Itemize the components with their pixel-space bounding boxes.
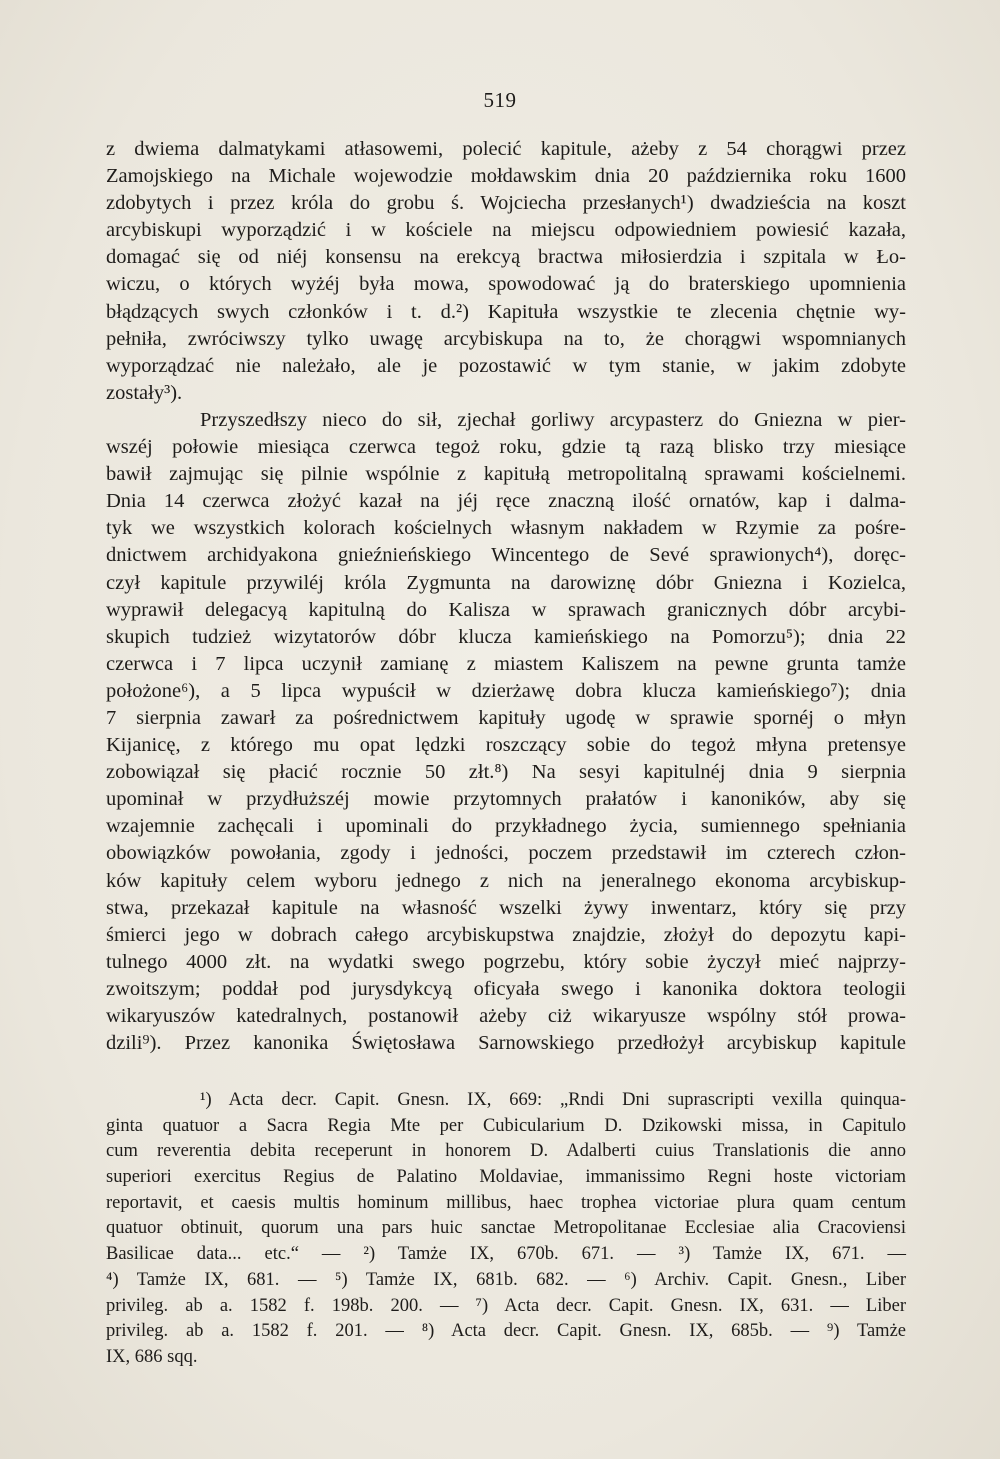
text-line: wszéj połowie miesiąca czerwca tegoż roku, gdzie tą razą blisko trzy miesiące xyxy=(106,436,906,459)
text-line: zwoitszym; poddał pod jurysdykcyą oficyała swego i kanonika doktora teologii xyxy=(106,977,906,1000)
footnote-line: IX, 686 sqq. xyxy=(106,1346,198,1367)
text-line: czerwca i 7 lipca uczynił zamianę z miastem Kaliszem na pewne grunta tamże xyxy=(106,652,906,675)
text-line: ków kapituły celem wyboru jednego z nich na jeneralnego ekonoma arcybiskup- xyxy=(106,869,906,892)
text-line: bawił zajmując się pilnie wspólnie z kapitułą metropolitalną sprawami kościelnemi. xyxy=(106,463,906,486)
text-line: wiczu, o których wyżéj była mowa, spowodować ją do braterskiego upomnienia xyxy=(106,273,906,296)
page-number: 519 xyxy=(483,88,517,112)
text-line: dnictwem archidyakona gnieźnieńskiego Wincentego de Sevé sprawionych⁴), doręc- xyxy=(106,544,906,567)
footnote-line: privileg. ab a. 1582 f. 198b. 200. — ⁷) Acta decr. Capit. Gnesn. IX, 631. — Liber xyxy=(106,1295,906,1316)
footnote-line: quatuor obtinuit, quorum una pars huic sanctae Metropolitanae Ecclesiae alia Cracoviensi xyxy=(106,1218,906,1239)
paragraph-start-line: Przyszedłszy nieco do sił, zjechał gorliwy arcypasterz do Gniezna w pier- xyxy=(200,408,906,431)
text-line: tulnego 4000 złt. na wydatki swego pogrzebu, który sobie życzył mieć najprzy- xyxy=(106,950,906,973)
footnote-line: ⁴) Tamże IX, 681. — ⁵) Tamże IX, 681b. 682. — ⁶) Archiv. Capit. Gnesn., Liber xyxy=(106,1269,906,1290)
main-text xyxy=(106,136,906,1057)
text-line: tyk we wszystkich kolorach kościelnych własnym nakładem w Rzymie za pośre- xyxy=(106,517,906,540)
text-line: wikaryuszów katedralnych, postanowił ażeby ciż wikaryusze wspólny stół prowa- xyxy=(106,1005,906,1027)
text-line: arcybiskupi wyporządzić i w kościele na miejscu odpowiedniem powiesić kazała, xyxy=(106,219,906,242)
footnote-line: Basilicae data... etc.“ — ²) Tamże IX, 670b. 671. — ³) Tamże IX, 671. — xyxy=(106,1244,906,1265)
text-line: Dnia 14 czerwca złożyć kazał na jéj ręce znaczną ilość ornatów, kap i dalma- xyxy=(106,490,906,513)
text-line: z dwiema dalmatykami atłasowemi, polecić kapitule, ażeby z 54 chorągwi przez xyxy=(106,138,906,160)
text-line: pełniła, zwróciwszy tylko uwagę arcybiskupa na to, że chorągwi wspomnianych xyxy=(106,327,906,350)
footnote-line: privileg. ab a. 1582 f. 201. — ⁸) Acta decr. Capit. Gnesn. IX, 685b. — ⁹) Tamże xyxy=(106,1321,906,1342)
footnotes xyxy=(106,1088,906,1371)
footnote-line: superiori exercitus Regius de Palatino Moldaviae, immanissimo Regni hoste victoriam xyxy=(106,1167,906,1188)
text-line: wyprawił delegacyą kapitulną do Kalisza w sprawach granicznych dóbr arcybi- xyxy=(106,598,906,621)
text-line: upominał w przydłuższéj mowie przytomnych prałatów i kanoników, aby się xyxy=(106,788,906,811)
footnote-line: cum reverentia debita receperunt in honorem D. Adalberti cuius Translationis die anno xyxy=(106,1141,906,1162)
text-line: zobowiązał się płacić rocznie 50 złt.⁸) Na sesyi kapitulnéj dnia 9 sierpnia xyxy=(106,761,906,784)
footnote-line: ginta quatuor a Sacra Regia Mte per Cubicularium D. Dzikowski missa, in Capitulo xyxy=(106,1115,906,1136)
text-line: wzajemnie zachęcali i upominali do przykładnego życia, sumiennego spełniania xyxy=(106,815,906,838)
text-line: obowiązków powołania, zgody i jedności, poczem przedstawił im czterech człon- xyxy=(106,842,906,865)
text-line: wyporządzać nie należało, ale je pozostawić w tym stanie, w jakim zdobyte xyxy=(106,354,906,377)
text-line: dzili⁹). Przez kanonika Świętosława Sarnowskiego przedłożył arcybiskup kapitule xyxy=(106,1032,906,1055)
text-line: czył kapitule przywiléj króla Zygmunta na darowiznę dóbr Gniezna i Kozielca, xyxy=(106,571,906,594)
text-line: domagać się od niéj konsensu na erekcyą bractwa miłosierdzia i szpitala w Ło- xyxy=(106,246,906,269)
text-line: śmierci jego w dobrach całego arcybiskupstwa znajdzie, złożył do depozytu kapi- xyxy=(106,923,906,946)
text-line: stwa, przekazał kapitule na własność wszelki żywy inwentarz, który się przy xyxy=(106,896,906,919)
text-line: zdobytych i przez króla do grobu ś. Wojciecha przesłanych¹) dwadzieścia na koszt xyxy=(106,192,906,215)
text-line: zostały³). xyxy=(106,381,183,404)
text-line: położone⁶), a 5 lipca wypuścił w dzierżawę dobra klucza kamieńskiego⁷); dnia xyxy=(106,679,906,702)
footnote-line: ¹) Acta decr. Capit. Gnesn. IX, 669: „Rndi Dni suprascripti vexilla quinqua- xyxy=(200,1090,906,1110)
text-line: błądzących swych członków i t. d.²) Kapituła wszystkie te zlecenia chętnie wy- xyxy=(106,300,906,323)
text-line: Zamojskiego na Michale wojewodzie mołdawskim dnia 20 października roku 1600 xyxy=(106,165,906,188)
text-line: 7 sierpnia zawarł za pośrednictwem kapituły ugodę w sprawie spornéj o młyn xyxy=(106,706,906,729)
text-line: skupich tudzież wizytatorów dóbr klucza kamieńskiego na Pomorzu⁵); dnia 22 xyxy=(106,625,906,648)
text-line: Kijanicę, z którego mu opat lędzki roszczący sobie do tegoż młyna pretensye xyxy=(106,734,906,757)
footnote-line: reportavit, et caesis multis hominum millibus, haec trophea victoriae plura quam centum xyxy=(106,1192,906,1213)
